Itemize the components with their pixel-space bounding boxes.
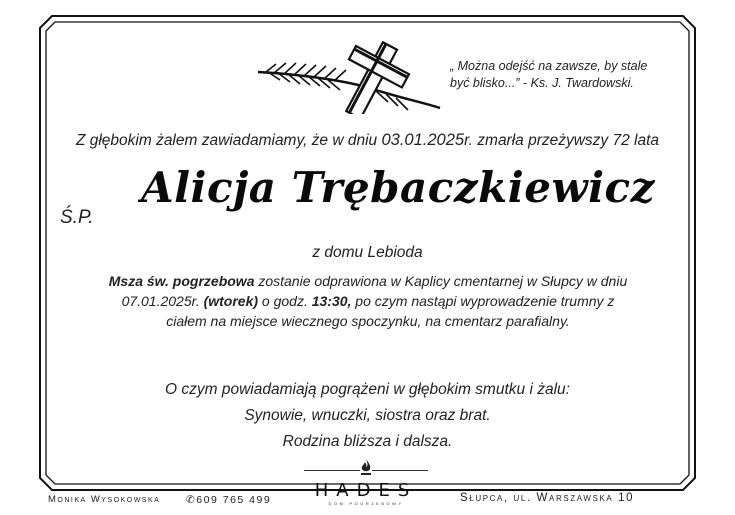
mass-text-1: zostanie odprawiona w Kaplicy cmentarnej w Słupcy w dniu <box>254 273 628 289</box>
mass-time: 13:30, <box>311 293 352 309</box>
mourners-line-1: O czym powiadamiają pogrążeni w głębokim smutku i żalu: <box>165 381 570 398</box>
quote <box>450 58 680 92</box>
address: Słupca, ul. Warszawska 10 <box>460 492 635 504</box>
sp-prefix: Ś.P. <box>60 207 94 228</box>
quote-line-1: „ Można odejść na zawsze, by stale <box>450 59 648 73</box>
cross-with-palm-icon <box>256 38 442 114</box>
mass-line-2 <box>48 291 688 311</box>
mourners-line-3: Rodzina bliższa i dalsza. <box>282 433 453 450</box>
logo-subtitle: dom pogrzebowy <box>328 501 404 507</box>
maiden-name: z domu Lebioda <box>312 244 423 261</box>
phone-number: ✆609 765 499 <box>186 494 272 506</box>
mass-line-3: ciałem na miejsce wiecznego spoczynku, na cmentarz parafialny. <box>166 313 570 329</box>
funeral-mass-info <box>48 271 688 331</box>
deceased-name: Alicja Trębaczkiewicz <box>141 163 655 212</box>
logo-line-left <box>304 470 360 471</box>
logo-line-right <box>372 470 428 471</box>
logo-wordmark: HADES <box>314 480 418 501</box>
intro-prefix: Z głębokim żalem zawiadamiamy, że w dniu <box>75 132 378 149</box>
death-date: 03.01.2025 <box>381 131 465 149</box>
quote-line-2: być blisko...” - Ks. J. Twardowski. <box>450 76 634 90</box>
death-announcement <box>0 131 735 150</box>
flame-icon <box>359 458 373 476</box>
mass-date: 07.01.2025r. <box>121 293 200 309</box>
mass-weekday: (wtorek) <box>203 293 259 309</box>
funeral-director-name: Monika Wysokowska <box>48 494 161 505</box>
intro-suffix: r. zmarła przeżywszy 72 lata <box>464 132 660 149</box>
mourners-line-2: Synowie, wnuczki, siostra oraz brat. <box>244 407 491 424</box>
mass-line-1 <box>48 271 688 291</box>
mass-text-2: o godz. <box>258 293 312 309</box>
mass-heading: Msza św. pogrzebowa <box>108 273 255 289</box>
hades-logo <box>296 456 436 512</box>
mass-text-3: po czym nastąpi wyprowadzenie trumny z <box>351 293 615 309</box>
